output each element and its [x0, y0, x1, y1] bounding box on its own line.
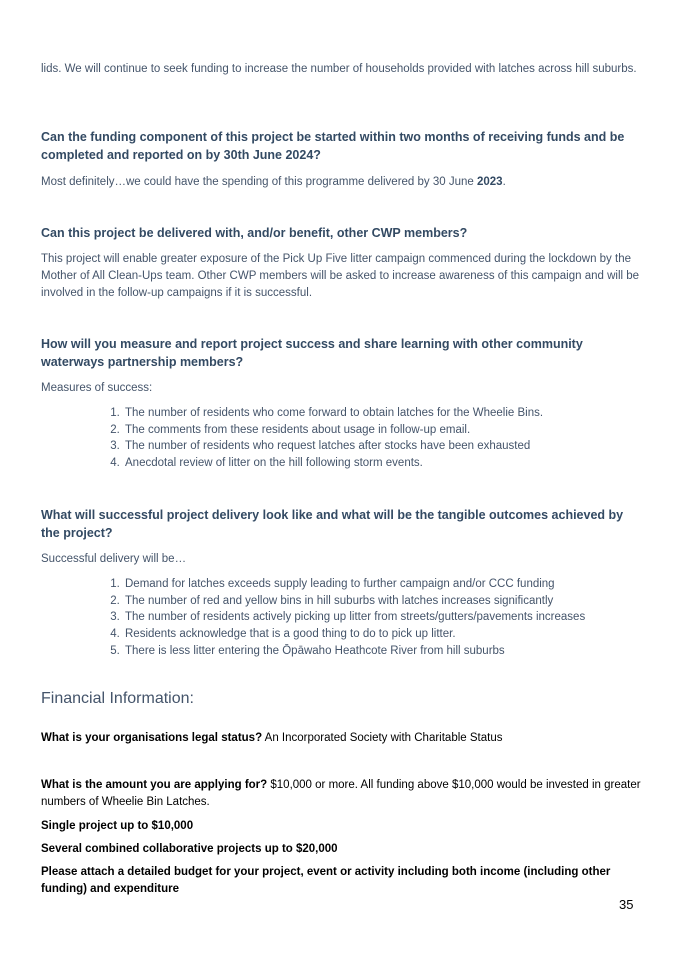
legal-status-answer: An Incorporated Society with Charitable Status	[262, 732, 503, 744]
single-project-limit: Single project up to $10,000	[41, 820, 194, 832]
list-item: 3. The number of residents who request latches after stocks have been exhausted	[123, 438, 641, 455]
several-projects-limit: Several combined collaborative projects up to $20,000	[41, 843, 338, 855]
list-item: 2. The number of red and yellow bins in hill suburbs with latches increases significantly	[123, 593, 641, 610]
answer-cwp-members: This project will enable greater exposure of the Pick Up Five litter campaign commenced during the lockdown by the Mother of All Clean-Ups team. Other CWP members will be asked to increase awareness of this campaign and will be involved in the follow-up campaigns if it is successful.	[41, 253, 640, 299]
answer-text: Most definitely…we could have the spending of this programme delivered by 30 June	[41, 176, 477, 188]
answer-funding-timeline	[41, 174, 641, 191]
legal-status	[41, 730, 641, 747]
measures-list	[41, 405, 641, 472]
answer-suffix: .	[502, 176, 506, 188]
list-item: 1. Demand for latches exceeds supply leading to further campaign and/or CCC funding	[123, 576, 641, 593]
list-item: 1. The number of residents who come forward to obtain latches for the Wheelie Bins.	[123, 405, 641, 422]
answer-year: 2023	[476, 176, 503, 188]
list-item: 5. There is less litter entering the Ōpāwaho Heathcote River from hill suburbs	[123, 643, 641, 660]
measures-lead: Measures of success:	[41, 382, 153, 394]
amount-applying	[41, 777, 641, 811]
financial-heading: Financial Information:	[41, 690, 194, 707]
question-cwp-members: Can this project be delivered with, and/or benefit, other CWP members?	[41, 226, 468, 240]
list-item: 3. The number of residents actively picking up litter from streets/gutters/pavements increases	[123, 609, 641, 626]
list-item: 2. The comments from these residents about usage in follow-up email.	[123, 422, 641, 439]
question-successful-delivery: What will successful project delivery look like and what will be the tangible outcomes achieved by the project?	[41, 508, 624, 540]
intro-paragraph: lids. We will continue to seek funding to increase the number of households provided with latches across hill suburbs.	[41, 63, 637, 75]
list-item: 4. Residents acknowledge that is a good thing to do to pick up litter.	[123, 626, 641, 643]
amount-answer: $10,000 or more. All funding above $10,000 would be invested in greater numbers of Wheelie Bin Latches.	[41, 779, 641, 808]
delivery-list	[41, 576, 641, 660]
budget-instruction: Please attach a detailed budget for your project, event or activity including both income (including other funding) and expenditure	[41, 866, 611, 895]
list-item: 4. Anecdotal review of litter on the hill following storm events.	[123, 455, 641, 472]
page-number: 35	[619, 897, 634, 912]
question-funding-timeline: Can the funding component of this project be started within two months of receiving funds and be completed and reported on by 30th June 2024?	[41, 130, 625, 162]
amount-question: What is the amount you are applying for?	[41, 779, 268, 791]
question-measure-success: How will you measure and report project success and share learning with other community waterways partnership members?	[41, 337, 583, 369]
legal-status-question: What is your organisations legal status?	[41, 732, 263, 744]
delivery-lead: Successful delivery will be…	[41, 553, 187, 565]
